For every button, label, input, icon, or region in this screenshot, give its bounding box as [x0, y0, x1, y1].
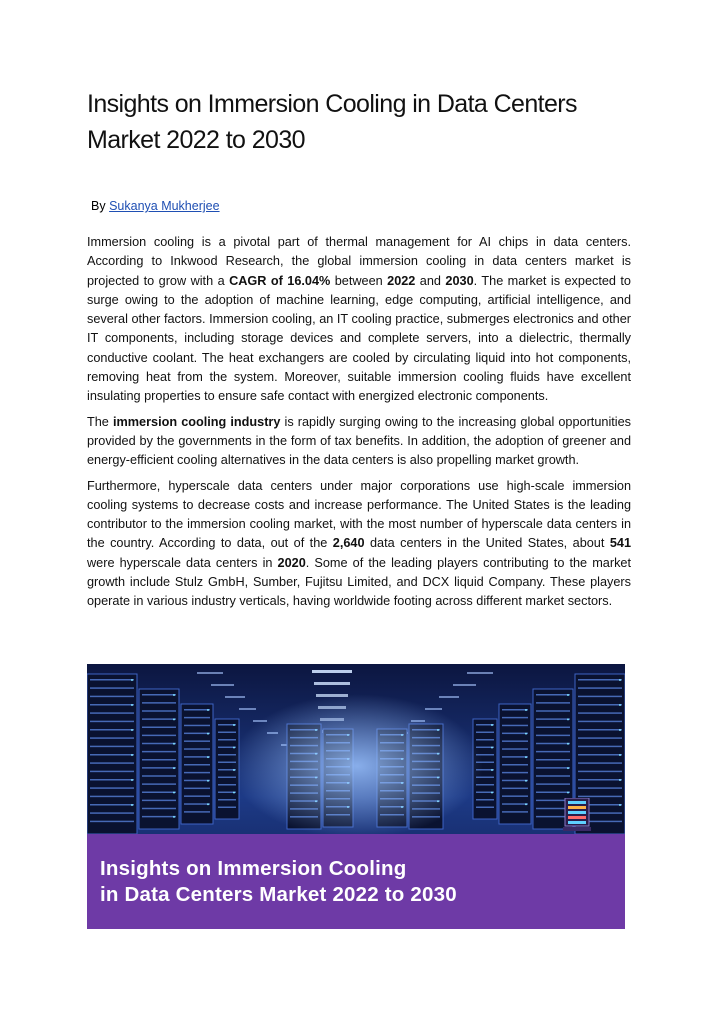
rack-unit	[578, 696, 622, 698]
rack-unit	[578, 737, 622, 739]
rack-unit	[142, 775, 176, 777]
rack-unit	[142, 702, 176, 704]
rack-led	[173, 816, 175, 818]
rack-led	[131, 729, 133, 731]
rack-unit	[502, 772, 528, 774]
rack-led	[619, 729, 621, 731]
rack-unit	[90, 696, 134, 698]
rack-unit	[502, 733, 528, 735]
rack-unit	[536, 759, 570, 761]
rack-unit	[142, 727, 176, 729]
rack-led	[207, 756, 209, 758]
rack-unit	[142, 816, 176, 818]
rack-unit	[142, 759, 176, 761]
rack-unit	[142, 694, 176, 696]
rack-led	[491, 724, 493, 726]
rack-led	[173, 767, 175, 769]
rack-unit	[536, 775, 570, 777]
rack-led	[567, 718, 569, 720]
bold-text: 2,640	[332, 536, 365, 551]
rack-unit	[90, 721, 134, 723]
rack-unit	[578, 679, 622, 681]
rack-unit	[578, 771, 622, 773]
rack-unit	[536, 783, 570, 785]
ceiling-light	[225, 696, 245, 698]
ceiling-light	[239, 708, 256, 710]
rack-unit	[90, 737, 134, 739]
rack-unit	[578, 796, 622, 798]
byline-prefix: By	[91, 199, 106, 213]
rack-led	[567, 767, 569, 769]
rack-led	[173, 718, 175, 720]
banner-line-2: in Data Centers Market 2022 to 2030	[100, 883, 457, 906]
rack-unit	[476, 732, 494, 734]
rack-unit	[578, 712, 622, 714]
rack-unit	[578, 687, 622, 689]
rack-unit	[502, 764, 528, 766]
rack-unit	[90, 762, 134, 764]
rack-unit	[536, 727, 570, 729]
rack-unit	[184, 709, 210, 711]
rack-unit	[502, 740, 528, 742]
rack-unit	[536, 694, 570, 696]
rack-unit	[536, 767, 570, 769]
paragraph-text: . The market is expected to surge owing to the adoption of machine learning, edge computing, artificial intelligence, and several other factors. Immersion cooling, an IT cooling practice, submerges electronics and other IT components, including storage devices and complete servers, into a dielectric, thermally conductive coolant. The heat exchangers are cooled by circulating liquid into hot components, removing heat from the system. Moreover, suitable immersion cooling fluids have excellent insulating properties to ensure safe contact with energized electronic components.	[87, 273, 631, 404]
rack-unit	[502, 803, 528, 805]
rack-led	[525, 756, 527, 758]
rack-unit	[502, 717, 528, 719]
bold-text: CAGR of 16.04%	[229, 273, 331, 288]
paragraph-text: between	[330, 273, 388, 288]
rack-unit	[502, 811, 528, 813]
rack-unit	[536, 792, 570, 794]
rack-unit	[184, 764, 210, 766]
rack-unit	[184, 795, 210, 797]
rack-unit	[578, 779, 622, 781]
rack-unit	[90, 729, 134, 731]
rack-unit	[184, 725, 210, 727]
rack-unit	[184, 717, 210, 719]
rack-unit	[578, 754, 622, 756]
rack-unit	[90, 754, 134, 756]
rack-unit	[90, 812, 134, 814]
rack-unit	[536, 718, 570, 720]
ceiling-light	[312, 670, 352, 673]
paragraph-text: is rapidly surging owing to the increasing global opportunities provided by the governments in the form of tax benefits. In addition, the adoption of greener and energy-efficient cooling alternatives in the data centers is also propelling market growth.	[87, 414, 632, 468]
rack-unit	[578, 721, 622, 723]
rack-unit	[90, 771, 134, 773]
paragraph-text: Furthermore, hyperscale data centers under major corporations use high-scale immersion cooling systems to decrease costs and increase performance. The United States is the leading contributor to the immersion cooling market, with the most number of hyperscale data centers in the country. According to data, out of the	[87, 478, 631, 551]
bold-text: 541	[609, 536, 632, 551]
rack-unit	[142, 792, 176, 794]
paragraph-text: data centers in the United States, about	[364, 536, 610, 551]
rack-led	[619, 804, 621, 806]
rack-led	[525, 803, 527, 805]
rack-unit	[142, 808, 176, 810]
server-rack-icon	[563, 798, 591, 834]
rack-unit	[578, 787, 622, 789]
rack-unit	[578, 762, 622, 764]
rack-led	[525, 733, 527, 735]
rack-unit	[90, 779, 134, 781]
rack-unit	[502, 709, 528, 711]
rack-unit	[502, 780, 528, 782]
rack-led	[619, 704, 621, 706]
rack-unit	[184, 748, 210, 750]
paragraph-text: The	[87, 414, 113, 429]
rack-led	[491, 747, 493, 749]
rack-led	[131, 679, 133, 681]
ceiling-light	[453, 684, 476, 686]
bold-text: immersion cooling industry	[112, 414, 281, 429]
rack-unit	[142, 800, 176, 802]
rack-unit	[184, 772, 210, 774]
rack-led	[207, 803, 209, 805]
rack-led	[619, 754, 621, 756]
paragraph-3	[87, 477, 631, 612]
ceiling-light	[197, 672, 223, 674]
paragraph-text: were hyperscale data centers in	[87, 555, 278, 570]
bold-text: 2022	[387, 273, 416, 288]
rack-unit	[536, 743, 570, 745]
rack-unit	[184, 740, 210, 742]
rack-unit	[142, 743, 176, 745]
paragraph-1	[87, 233, 631, 407]
hero-banner	[87, 834, 625, 929]
rack-unit	[184, 788, 210, 790]
rack-led	[525, 780, 527, 782]
rack-led	[567, 694, 569, 696]
rack-unit	[142, 735, 176, 737]
ceiling-light	[467, 672, 493, 674]
rack-unit	[90, 704, 134, 706]
title-line-2: Market 2022 to 2030	[87, 126, 305, 154]
rack-led	[131, 704, 133, 706]
rack-led	[131, 804, 133, 806]
rack-unit	[536, 710, 570, 712]
rack-led	[233, 724, 235, 726]
rack-led	[619, 679, 621, 681]
rack-unit	[184, 756, 210, 758]
rack-led	[173, 792, 175, 794]
rack-led	[173, 743, 175, 745]
rack-led	[207, 780, 209, 782]
rack-unit	[502, 788, 528, 790]
rack-unit	[90, 746, 134, 748]
author-link[interactable]: Sukanya Mukherjee	[109, 199, 220, 213]
page-title	[87, 86, 647, 158]
rack-unit	[142, 710, 176, 712]
rack-led	[619, 779, 621, 781]
rack-unit	[142, 718, 176, 720]
ceiling-light	[439, 696, 459, 698]
rack-unit	[536, 702, 570, 704]
rack-led	[567, 743, 569, 745]
title-line-1: Insights on Immersion Cooling in Data Centers	[87, 90, 577, 118]
rack-unit	[218, 732, 236, 734]
rack-led	[207, 709, 209, 711]
paragraph-2	[87, 413, 631, 471]
rack-unit	[184, 733, 210, 735]
rack-unit	[502, 795, 528, 797]
rack-unit	[90, 712, 134, 714]
rack-led	[207, 733, 209, 735]
rack-unit	[90, 821, 134, 823]
rack-unit	[142, 751, 176, 753]
banner-line-1: Insights on Immersion Cooling	[100, 857, 407, 880]
rack-unit	[578, 746, 622, 748]
rack-unit	[578, 704, 622, 706]
paragraph-text: Immersion cooling is a pivotal part of thermal management for AI chips in data centers. According to Inkwood Research, the global immersion cooling in data centers market is projected to grow with a	[87, 235, 631, 288]
rack-unit	[90, 679, 134, 681]
rack-unit	[184, 811, 210, 813]
rack-led	[567, 792, 569, 794]
rack-unit	[90, 687, 134, 689]
paragraph-text: . Some of the leading players contributing to the market growth include Stulz GmbH, Sumber, Fujitsu Limited, and DCX liquid Company. These players operate in various industry verticals, having worldwide footing across different market sectors.	[87, 555, 631, 609]
rack-unit	[502, 748, 528, 750]
byline	[91, 198, 220, 214]
rack-unit	[142, 783, 176, 785]
rack-led	[131, 754, 133, 756]
ceiling-light	[314, 682, 350, 685]
ceiling-light	[211, 684, 234, 686]
rack-led	[525, 709, 527, 711]
rack-unit	[90, 796, 134, 798]
rack-unit	[502, 725, 528, 727]
hero-image	[87, 664, 625, 929]
rack-led	[173, 694, 175, 696]
bold-text: 2030	[445, 273, 474, 288]
rack-unit	[184, 803, 210, 805]
rack-unit	[184, 780, 210, 782]
rack-unit	[536, 751, 570, 753]
rack-unit	[90, 804, 134, 806]
rack-led	[131, 779, 133, 781]
banner-title	[100, 856, 570, 908]
bold-text: 2020	[277, 555, 306, 570]
rack-unit	[142, 767, 176, 769]
rack-unit	[536, 735, 570, 737]
article-body	[87, 233, 631, 618]
rack-unit	[578, 729, 622, 731]
paragraph-text: and	[415, 273, 446, 288]
rack-unit	[502, 756, 528, 758]
rack-unit	[90, 787, 134, 789]
